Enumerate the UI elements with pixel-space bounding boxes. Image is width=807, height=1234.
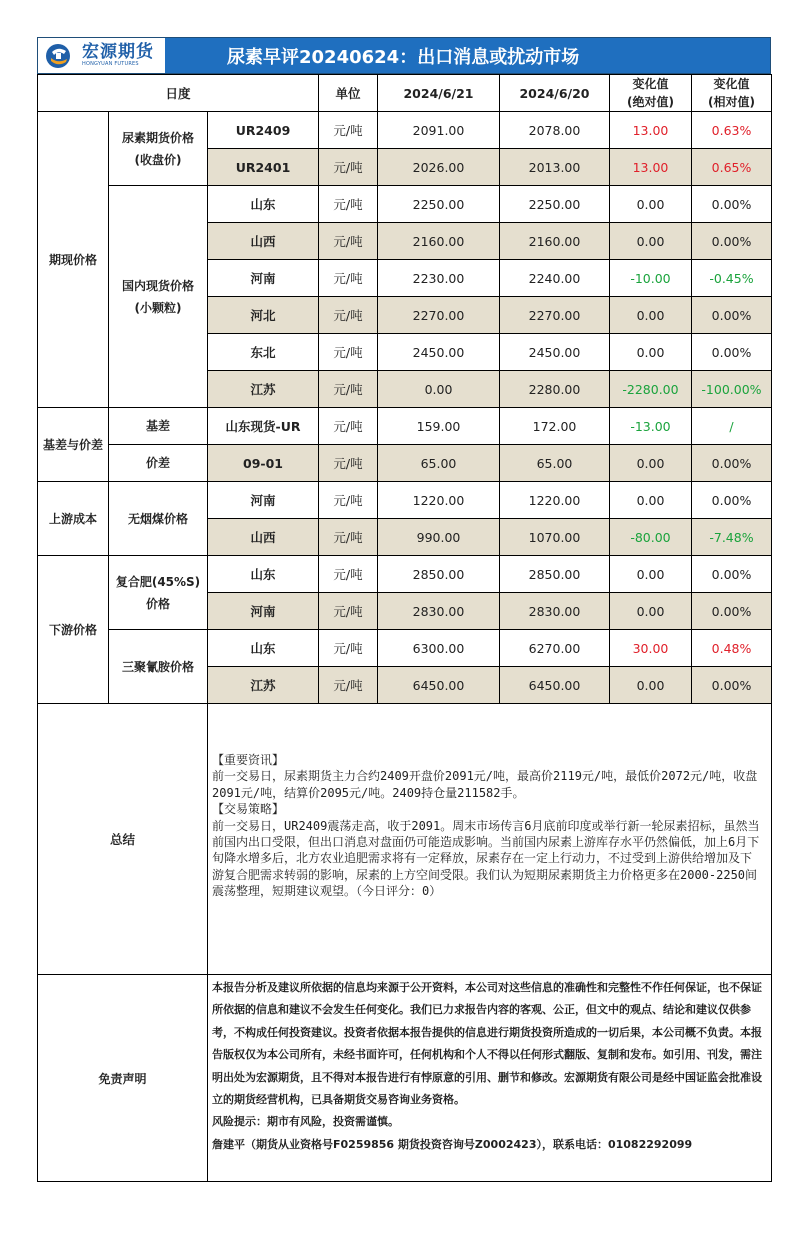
row-abs-change: 13.00 xyxy=(610,112,692,149)
row-rel-change: 0.63% xyxy=(692,112,772,149)
row-rel-change: 0.00% xyxy=(692,445,772,482)
row-abs-change: 0.00 xyxy=(610,223,692,260)
row-unit: 元/吨 xyxy=(319,149,378,186)
row-value-date1: 2230.00 xyxy=(378,260,500,297)
subgroup-label: 尿素期货价格 (收盘价) xyxy=(109,112,208,186)
col-header-unit: 单位 xyxy=(319,75,378,112)
row-unit: 元/吨 xyxy=(319,593,378,630)
col-header-abs-change: 变化值 (绝对值) xyxy=(610,75,692,112)
row-abs-change: 13.00 xyxy=(610,149,692,186)
row-value-date2: 2240.00 xyxy=(500,260,610,297)
price-table xyxy=(37,74,772,1182)
row-abs-change: -80.00 xyxy=(610,519,692,556)
row-value-date2: 2270.00 xyxy=(500,297,610,334)
summary-text: 【重要资讯】 前一交易日，尿素期货主力合约2409开盘价2091元/吨，最高价2119元/吨，最低价2072元/吨，收盘2091元/吨，结算价2095元/吨。2409持仓量211582手。 【交易策略】 前一交易日，UR2409震荡走高，收于2091。周末市场传言6月底前印度或举行新一轮尿素招标，虽然当前国内出口受限，但出口消息对盘面仍可能造成影响。当前国内尿素上游库存水平仍然偏低，加上6月下旬降水增多后，北方农业追肥需求将有一定释放，尿素存在一定上行动力，不过受到上游供给增加及下游复合肥需求转弱的影响，尿素的上方空间受限。我们认为短期尿素期货主力价格更多在2000-2250间震荡整理，短期建议观望。（今日评分：0） xyxy=(208,704,772,975)
row-rel-change: 0.00% xyxy=(692,334,772,371)
row-item: 河北 xyxy=(208,297,319,334)
row-item: UR2409 xyxy=(208,112,319,149)
disclaimer-row xyxy=(38,975,772,1182)
group-downstream-price: 下游价格 xyxy=(38,556,109,704)
logo-chinese-name: 宏源期货 xyxy=(82,42,154,62)
row-value-date2: 1220.00 xyxy=(500,482,610,519)
subgroup-label: 复合肥(45%S) 价格 xyxy=(109,556,208,630)
table-row xyxy=(38,112,772,149)
report-header xyxy=(37,37,771,74)
company-logo xyxy=(38,38,165,73)
row-value-date1: 2450.00 xyxy=(378,334,500,371)
group-upstream-cost: 上游成本 xyxy=(38,482,109,556)
row-value-date1: 2026.00 xyxy=(378,149,500,186)
row-rel-change: / xyxy=(692,408,772,445)
table-row xyxy=(38,186,772,223)
row-abs-change: 0.00 xyxy=(610,334,692,371)
row-item: 河南 xyxy=(208,260,319,297)
row-item: 江苏 xyxy=(208,371,319,408)
hongyuan-logo-icon xyxy=(44,42,78,70)
summary-label: 总结 xyxy=(38,704,208,975)
row-rel-change: -0.45% xyxy=(692,260,772,297)
row-abs-change: -13.00 xyxy=(610,408,692,445)
row-abs-change: 0.00 xyxy=(610,297,692,334)
row-item: 山西 xyxy=(208,223,319,260)
row-value-date2: 2078.00 xyxy=(500,112,610,149)
row-value-date1: 6450.00 xyxy=(378,667,500,704)
row-value-date2: 6450.00 xyxy=(500,667,610,704)
row-abs-change: 0.00 xyxy=(610,593,692,630)
row-item: 江苏 xyxy=(208,667,319,704)
row-value-date2: 6270.00 xyxy=(500,630,610,667)
row-value-date1: 2091.00 xyxy=(378,112,500,149)
col-header-dimension: 日度 xyxy=(38,75,319,112)
row-value-date2: 1070.00 xyxy=(500,519,610,556)
row-item: 山东 xyxy=(208,630,319,667)
row-unit: 元/吨 xyxy=(319,667,378,704)
row-rel-change: 0.00% xyxy=(692,667,772,704)
report-sheet xyxy=(37,37,771,1182)
col-header-rel-change: 变化值 (相对值) xyxy=(692,75,772,112)
row-rel-change: -7.48% xyxy=(692,519,772,556)
row-value-date1: 1220.00 xyxy=(378,482,500,519)
row-item: 河南 xyxy=(208,593,319,630)
row-item: 山西 xyxy=(208,519,319,556)
report-title: 尿素早评20240624：出口消息或扰动市场 xyxy=(165,38,770,73)
group-futures-spot: 期现价格 xyxy=(38,112,109,408)
disclaimer-label: 免责声明 xyxy=(38,975,208,1182)
col-header-date1: 2024/6/21 xyxy=(378,75,500,112)
row-unit: 元/吨 xyxy=(319,260,378,297)
row-value-date1: 2160.00 xyxy=(378,223,500,260)
row-rel-change: 0.00% xyxy=(692,297,772,334)
row-rel-change: 0.00% xyxy=(692,186,772,223)
row-value-date2: 2830.00 xyxy=(500,593,610,630)
table-header-row xyxy=(38,75,772,112)
row-value-date1: 2250.00 xyxy=(378,186,500,223)
logo-english-name: HONGYUAN FUTURES xyxy=(82,61,139,67)
summary-row xyxy=(38,704,772,975)
row-unit: 元/吨 xyxy=(319,297,378,334)
row-unit: 元/吨 xyxy=(319,519,378,556)
row-value-date1: 65.00 xyxy=(378,445,500,482)
row-rel-change: 0.00% xyxy=(692,223,772,260)
row-abs-change: 0.00 xyxy=(610,445,692,482)
subgroup-label: 三聚氰胺价格 xyxy=(109,630,208,704)
row-item: 山东现货-UR xyxy=(208,408,319,445)
author-info: 詹建平（期货从业资格号F0259856 期货投资咨询号Z0002423），联系电话：01082292099 xyxy=(212,1137,693,1151)
row-value-date1: 2270.00 xyxy=(378,297,500,334)
row-rel-change: 0.65% xyxy=(692,149,772,186)
row-unit: 元/吨 xyxy=(319,556,378,593)
row-unit: 元/吨 xyxy=(319,223,378,260)
row-unit: 元/吨 xyxy=(319,445,378,482)
subgroup-label: 无烟煤价格 xyxy=(109,482,208,556)
row-unit: 元/吨 xyxy=(319,112,378,149)
subgroup-label: 基差 xyxy=(109,408,208,445)
row-unit: 元/吨 xyxy=(319,371,378,408)
table-row xyxy=(38,556,772,593)
row-value-date2: 2850.00 xyxy=(500,556,610,593)
subgroup-label: 国内现货价格 (小颗粒) xyxy=(109,186,208,408)
row-item: UR2401 xyxy=(208,149,319,186)
row-abs-change: 0.00 xyxy=(610,667,692,704)
row-item: 东北 xyxy=(208,334,319,371)
row-rel-change: 0.00% xyxy=(692,556,772,593)
row-value-date2: 2013.00 xyxy=(500,149,610,186)
row-value-date2: 172.00 xyxy=(500,408,610,445)
row-abs-change: -10.00 xyxy=(610,260,692,297)
row-unit: 元/吨 xyxy=(319,186,378,223)
row-value-date1: 6300.00 xyxy=(378,630,500,667)
table-row xyxy=(38,482,772,519)
table-row xyxy=(38,630,772,667)
risk-warning: 风险提示：期市有风险，投资需谨慎。 xyxy=(212,1115,399,1129)
row-abs-change: 0.00 xyxy=(610,186,692,223)
row-rel-change: -100.00% xyxy=(692,371,772,408)
row-value-date1: 2850.00 xyxy=(378,556,500,593)
row-value-date1: 990.00 xyxy=(378,519,500,556)
row-abs-change: 0.00 xyxy=(610,556,692,593)
row-value-date1: 0.00 xyxy=(378,371,500,408)
row-item: 河南 xyxy=(208,482,319,519)
row-value-date2: 2280.00 xyxy=(500,371,610,408)
row-unit: 元/吨 xyxy=(319,408,378,445)
row-abs-change: 30.00 xyxy=(610,630,692,667)
row-value-date2: 2450.00 xyxy=(500,334,610,371)
row-item: 山东 xyxy=(208,556,319,593)
row-rel-change: 0.00% xyxy=(692,593,772,630)
disclaimer-text: 本报告分析及建议所依据的信息均来源于公开资料，本公司对这些信息的准确性和完整性不作任何保证，也不保证所依据的信息和建议不会发生任何变化。我们已力求报告内容的客观、公正，但文中的观点、结论和建议仅供参考，不构成任何投资建议。投资者依据本报告提供的信息进行期货投资所造成的一切后果，本公司概不负责。本报告版权仅为本公司所有，未经书面许可，任何机构和个人不得以任何形式翻版、复制和发布。如引用、刊发，需注明出处为宏源期货，且不得对本报告进行有悖原意的引用、删节和修改。宏源期货有限公司是经中国证监会批准设立的期货经营机构，已具备期货交易咨询业务资格。 xyxy=(212,981,762,1107)
row-value-date2: 65.00 xyxy=(500,445,610,482)
disclaimer-cell xyxy=(208,975,772,1182)
row-rel-change: 0.00% xyxy=(692,482,772,519)
row-item: 09-01 xyxy=(208,445,319,482)
row-unit: 元/吨 xyxy=(319,630,378,667)
row-value-date2: 2160.00 xyxy=(500,223,610,260)
row-rel-change: 0.48% xyxy=(692,630,772,667)
row-value-date2: 2250.00 xyxy=(500,186,610,223)
group-basis-spread: 基差与价差 xyxy=(38,408,109,482)
row-unit: 元/吨 xyxy=(319,334,378,371)
row-abs-change: 0.00 xyxy=(610,482,692,519)
table-row xyxy=(38,408,772,445)
row-item: 山东 xyxy=(208,186,319,223)
row-unit: 元/吨 xyxy=(319,482,378,519)
table-row xyxy=(38,445,772,482)
row-value-date1: 159.00 xyxy=(378,408,500,445)
row-value-date1: 2830.00 xyxy=(378,593,500,630)
subgroup-label: 价差 xyxy=(109,445,208,482)
row-abs-change: -2280.00 xyxy=(610,371,692,408)
col-header-date2: 2024/6/20 xyxy=(500,75,610,112)
